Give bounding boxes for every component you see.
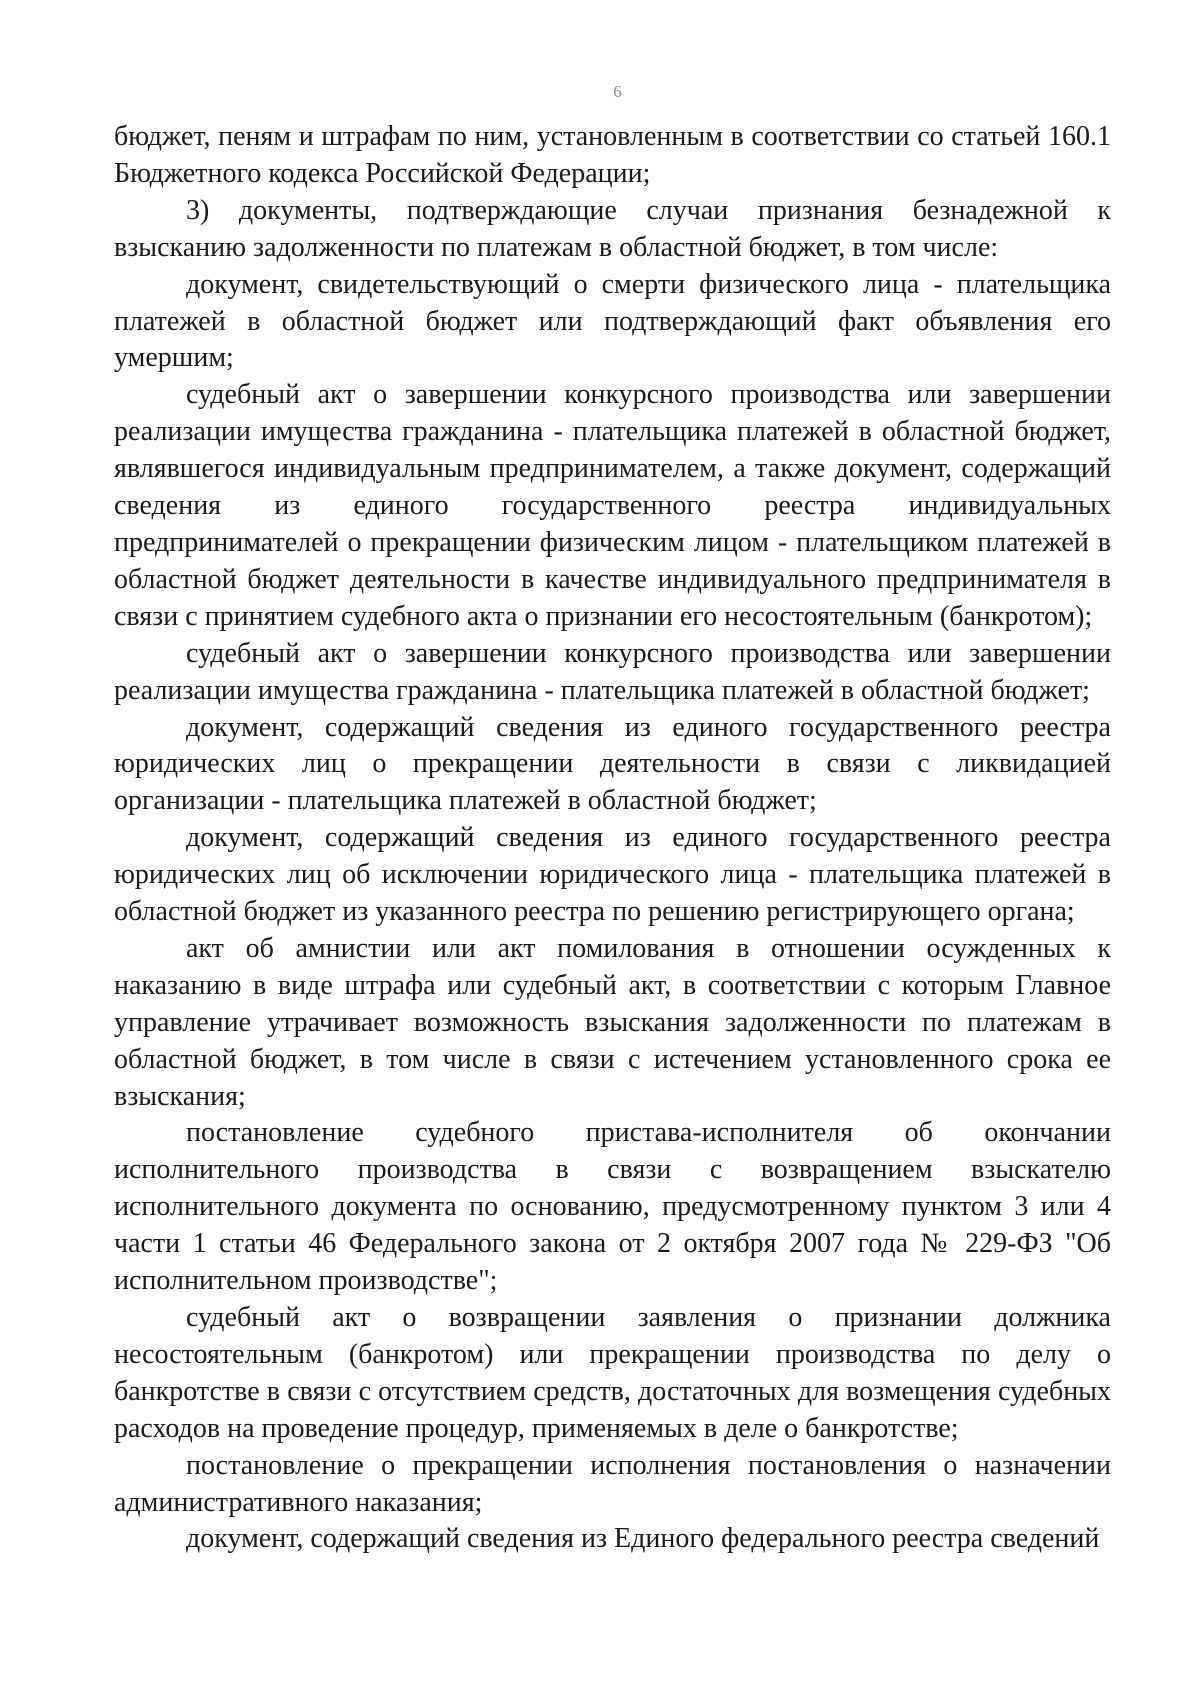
document-body bbox=[114, 119, 1111, 1558]
paragraph-termination-resolution: постановление о прекращении исполнения постановления о назначении административного наказания; bbox=[114, 1449, 1111, 1518]
paragraph-item-3-documents: 3) документы, подтверждающие случаи признания безнадежной к взысканию задолженности по платежам в областной бюджет, в том числе: bbox=[114, 194, 1111, 263]
paragraph-liquidation: документ, содержащий сведения из единого государственного реестра юридических лиц о прекращении деятельности в связи с ликвидацией организации - плательщика платежей в областной бюджет; bbox=[114, 711, 1111, 817]
paragraph-bankruptcy-entrepreneur: судебный акт о завершении конкурсного производства или завершении реализации имущества гражданина - плательщика платежей в областной бюджет, являвшегося индивидуальным предпринимателем, а также документ, содержащий сведения из единого государственного реестра индивидуальных предпринимателей о прекращении физическим лицом - плательщиком платежей в областной бюджет деятельности в качестве индивидуального предпринимателя в связи с принятием судебного акта о признании его несостоятельным (банкротом); bbox=[114, 379, 1111, 632]
paragraph-registry-exclusion: документ, содержащий сведения из единого государственного реестра юридических лиц об исключении юридического лица - плательщика платежей в областной бюджет из указанного реестра по решению регистрирующего органа; bbox=[114, 822, 1111, 928]
paragraph-death-certificate: документ, свидетельствующий о смерти физического лица - плательщика платежей в областной бюджет или подтверждающий факт объявления его умершим; bbox=[114, 268, 1111, 374]
paragraph-bankruptcy-citizen: судебный акт о завершении конкурсного производства или завершении реализации имущества гражданина - плательщика платежей в областной бюджет; bbox=[114, 637, 1111, 706]
paragraph-amnesty-pardon: акт об амнистии или акт помилования в отношении осужденных к наказанию в виде штрафа или судебный акт, в соответствии с которым Главное управление утрачивает возможность взыскания задолженности по платежам в областной бюджет, в том числе в связи с истечением установленного срока ее взыскания; bbox=[114, 932, 1111, 1112]
paragraph-federal-registry: документ, содержащий сведения из Единого федерального реестра сведений bbox=[186, 1523, 1100, 1555]
paragraph-bailiff-resolution: постановление судебного пристава-исполнителя об окончании исполнительного производства в связи с возвращением взыскателю исполнительного документа по основанию, предусмотренному пунктом 3 или 4 части 1 статьи 46 Федерального закона от 2 октября 2007 года № 229-ФЗ "Об исполнительном производстве"; bbox=[114, 1117, 1111, 1297]
paragraph-returned-application: судебный акт о возвращении заявления о признании должника несостоятельным (банкротом) или прекращении производства по делу о банкротстве в связи с отсутствием средств, достаточных для возмещения судебных расходов на проведение процедур, применяемых в деле о банкротстве; bbox=[114, 1302, 1111, 1444]
page-number: 6 bbox=[613, 82, 622, 101]
paragraph-budget-penalties: бюджет, пеням и штрафам по ним, установленным в соответствии со статьей 160.1 Бюджетного кодекса Российской Федерации; bbox=[114, 121, 1111, 189]
